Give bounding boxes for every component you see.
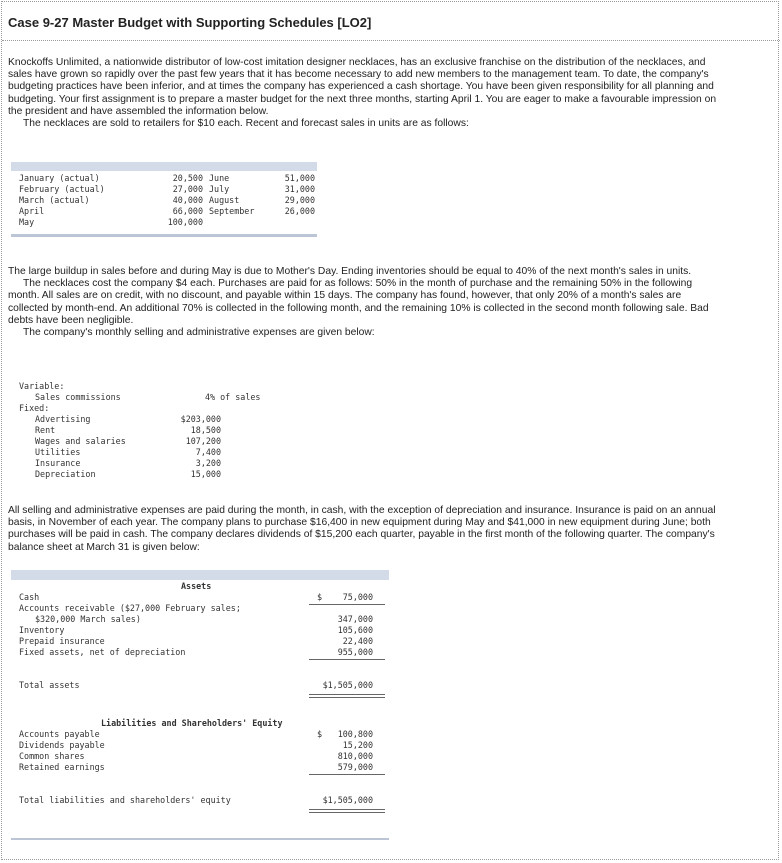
expense-label: Depreciation — [35, 469, 96, 479]
table-footer-bar — [11, 234, 317, 237]
retained-earnings-label: Retained earnings — [19, 762, 105, 772]
intro-sales-text: The necklaces are sold to retailers for $10 each. Recent and forecast sales in units are as follows: — [23, 118, 469, 130]
month-label: May — [19, 217, 35, 227]
prepaid-label: Prepaid insurance — [19, 636, 105, 646]
total-rule-2 — [309, 812, 385, 813]
expense-value: 15,000 — [190, 469, 221, 479]
payment-terms-paragraph — [8, 505, 720, 554]
middle-paragraph — [8, 266, 720, 339]
expense-label: Rent — [35, 425, 56, 435]
expense-label: Utilities — [35, 447, 81, 457]
payment-terms-text: All selling and administrative expenses are paid during the month, in cash, with the exception of depreciation and insurance. Insurance is paid on an annual basis, in November of each year. The company plans to purchase $16,400 in new equipment during May and $41,000 in new equipment during June; both purchases will be paid in cash. The company declares dividends of $15,200 each quarter, payable in the first month of the following quarter. The company's balance sheet at March 31 is given below: — [8, 505, 716, 553]
expenses-intro-text: The company's monthly selling and administrative expenses are given below: — [23, 327, 375, 339]
inventory-text: The large buildup in sales before and during May is due to Mother's Day. Ending inventories should be equal to 40% of the next month's sales in units. — [8, 266, 692, 277]
total-rule-1 — [309, 694, 385, 695]
cash-value: 75,000 — [342, 592, 373, 602]
total-rule-2 — [309, 697, 385, 698]
fixed-assets-label: Fixed assets, net of depreciation — [19, 647, 186, 657]
dividends-label: Dividends payable — [19, 740, 105, 750]
units-value: 40,000 — [172, 195, 203, 205]
expense-value: 18,500 — [190, 425, 221, 435]
month-label: July — [209, 184, 230, 194]
expense-value: $203,000 — [180, 414, 221, 424]
cash-rule — [309, 604, 385, 605]
dividends-value: 15,200 — [342, 740, 373, 750]
expense-value: 107,200 — [185, 436, 221, 446]
ap-value: 100,800 — [337, 729, 373, 739]
total-rule-1 — [309, 809, 385, 810]
page-title: Case 9-27 Master Budget with Supporting Schedules [LO2] — [8, 15, 372, 30]
sales-forecast-table — [11, 162, 317, 237]
balance-sheet — [11, 570, 389, 842]
common-shares-label: Common shares — [19, 751, 85, 761]
title-divider — [2, 40, 780, 41]
fixed-label: Fixed: — [19, 403, 50, 413]
month-label: January (actual) — [19, 173, 100, 183]
subtotal-rule — [309, 659, 385, 660]
month-label: September — [209, 206, 255, 216]
inventory-value: 105,600 — [337, 625, 373, 635]
expense-label: Advertising — [35, 414, 91, 424]
subtotal-rule — [309, 774, 385, 775]
fixed-assets-value: 955,000 — [337, 647, 373, 657]
commissions-value: 4% of sales — [205, 392, 261, 402]
units-value: 100,000 — [167, 217, 203, 227]
ar-label-continued: $320,000 March sales) — [35, 614, 141, 624]
ap-dollar-sign: $ — [317, 729, 323, 739]
intro-text: Knockoffs Unlimited, a nationwide distributor of low-cost imitation designer necklaces, has an exclusive franchise on the distribution of the necklaces, and sales have grown so rapidly over the past few years that it has become necessary to add new members to the management team. To date, the company's budgeting practices have been inferior, and at times the company has experienced a cash shortage. You have been given responsibility for all planning and budgeting. Your first assignment is to prepare a master budget for the next three months, starting April 1. You are eager to make a favourable impression on the president and have assembled the information below. — [8, 57, 717, 117]
assets-heading: Assets — [181, 581, 212, 591]
month-label: March (actual) — [19, 195, 90, 205]
variable-label: Variable: — [19, 381, 65, 391]
units-value: 29,000 — [284, 195, 315, 205]
commissions-label: Sales commissions — [35, 392, 121, 402]
units-value: 26,000 — [284, 206, 315, 216]
table-header-bar — [11, 162, 317, 171]
expenses-table — [11, 374, 277, 490]
ar-value: 347,000 — [337, 614, 373, 624]
total-assets-value: $1,505,000 — [322, 680, 373, 690]
expense-label: Insurance — [35, 458, 81, 468]
total-assets-label: Total assets — [19, 680, 80, 690]
cash-label: Cash — [19, 592, 40, 602]
units-value: 66,000 — [172, 206, 203, 216]
ar-label: Accounts receivable ($27,000 February sales; — [19, 603, 241, 613]
units-value: 27,000 — [172, 184, 203, 194]
common-shares-value: 810,000 — [337, 751, 373, 761]
expense-value: 3,200 — [195, 458, 221, 468]
expense-value: 7,400 — [195, 447, 221, 457]
units-value: 31,000 — [284, 184, 315, 194]
month-label: February (actual) — [19, 184, 105, 194]
retained-earnings-value: 579,000 — [337, 762, 373, 772]
expense-label: Wages and salaries — [35, 436, 126, 446]
month-label: August — [209, 195, 240, 205]
inventory-label: Inventory — [19, 625, 65, 635]
liabilities-heading: Liabilities and Shareholders' Equity — [101, 718, 283, 728]
units-value: 51,000 — [284, 173, 315, 183]
units-value: 20,500 — [172, 173, 203, 183]
month-label: June — [209, 173, 230, 183]
prepaid-value: 22,400 — [342, 636, 373, 646]
month-label: April — [19, 206, 45, 216]
ap-label: Accounts payable — [19, 729, 100, 739]
cash-dollar-sign: $ — [317, 592, 323, 602]
total-le-value: $1,505,000 — [322, 795, 373, 805]
purchases-text: The necklaces cost the company $4 each. Purchases are paid for as follows: 50% in the month of purchase and the remaining 50% in the following month. All sales are on credit, with no discount, and payable within 15 days. The company has found, however, that only 20% of a month's sales are collected by month-end. An additional 70% is collected in the following month, and the remaining 10% is collected in the second month following sale. Bad debts have been negligible. — [8, 278, 709, 326]
table-footer-bar — [11, 838, 389, 840]
total-le-label: Total liabilities and shareholders' equity — [19, 795, 231, 805]
intro-paragraph — [8, 57, 720, 130]
